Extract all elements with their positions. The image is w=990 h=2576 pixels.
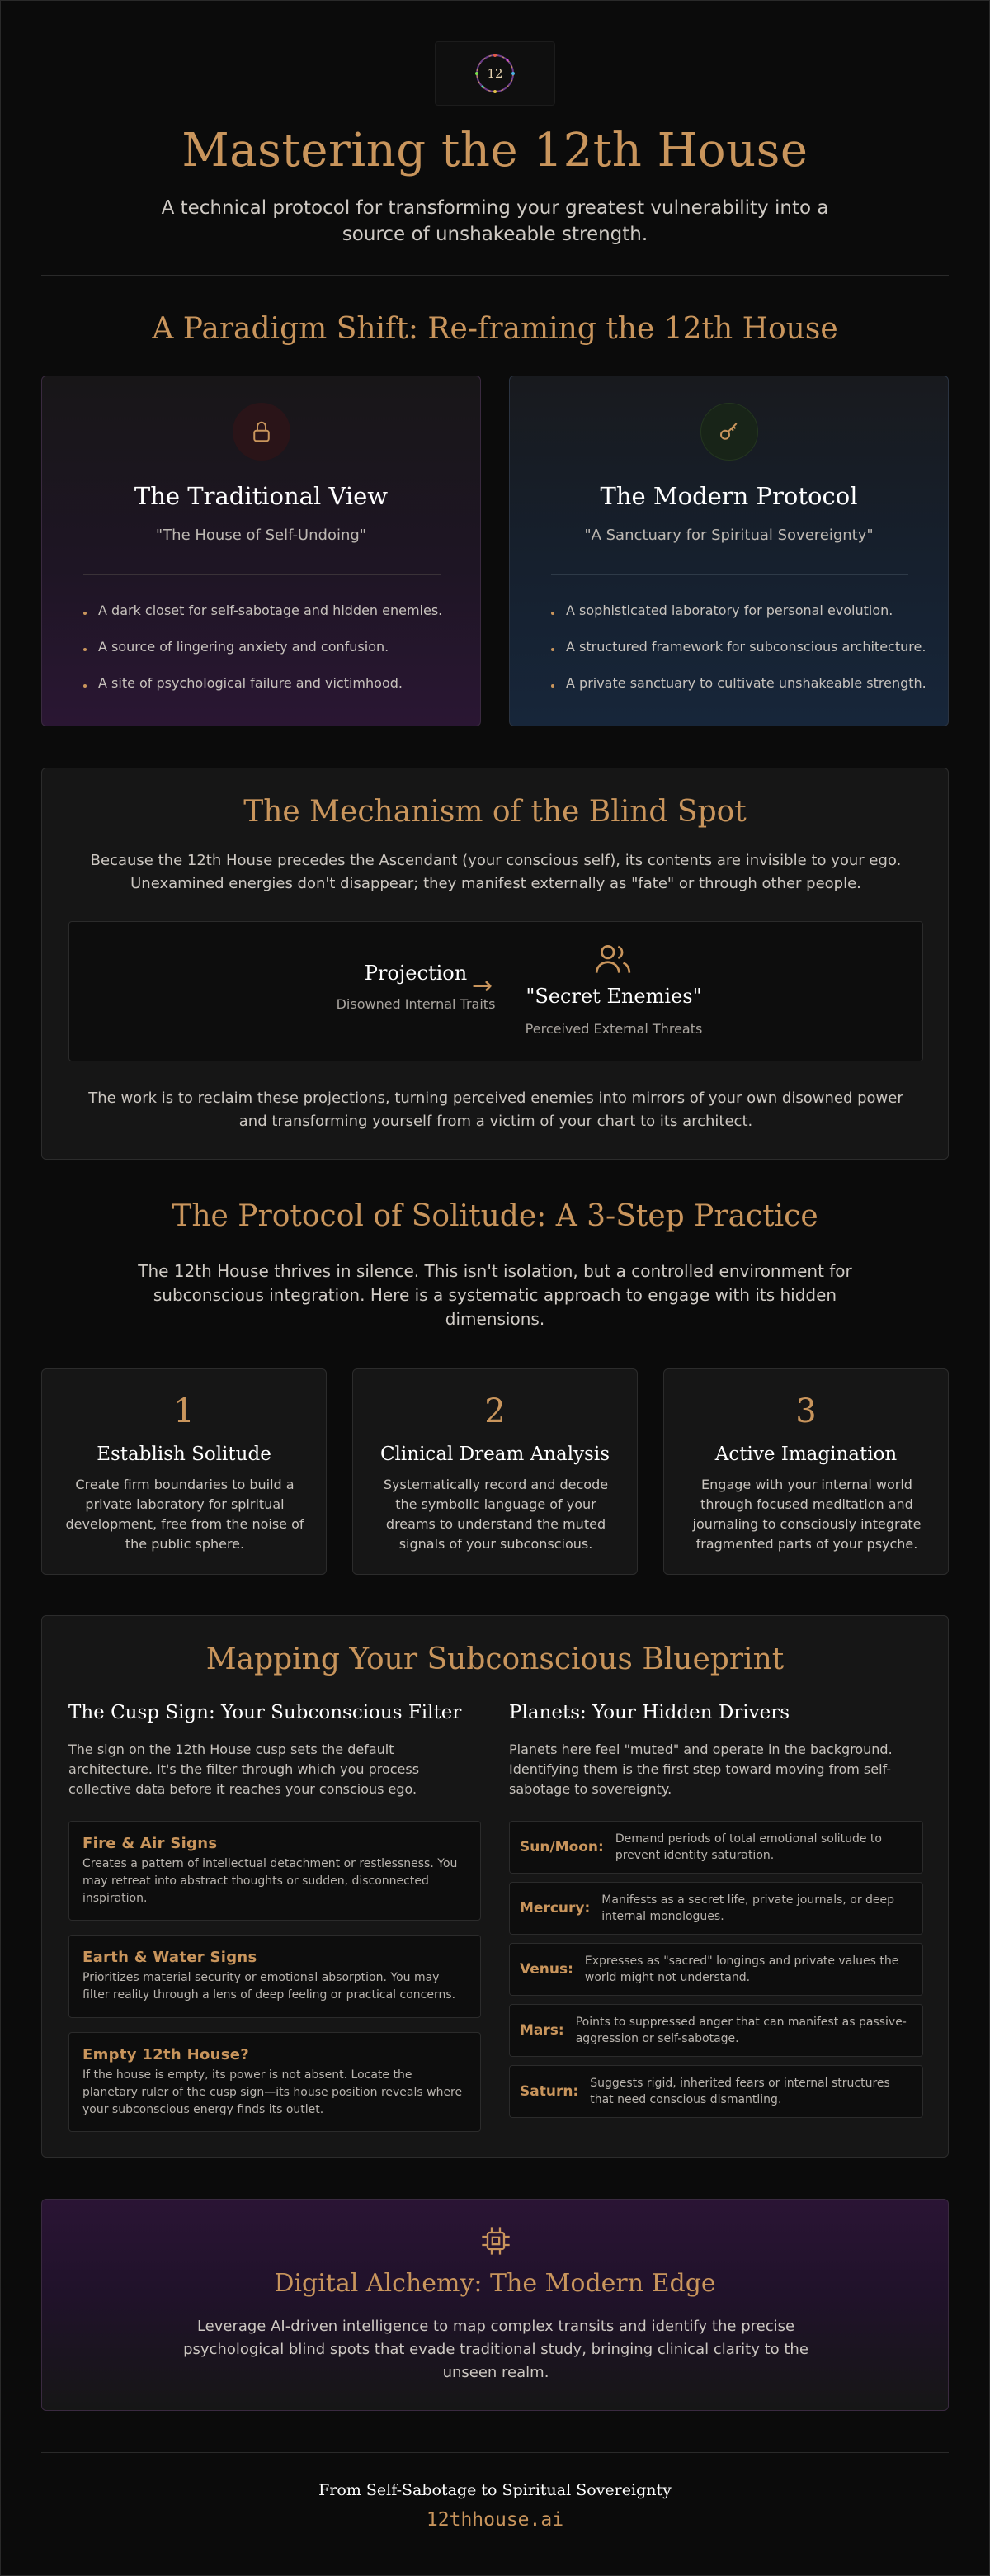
blueprint-title: Mapping Your Subconscious Blueprint	[205, 1642, 785, 1676]
modern-protocol-card	[509, 376, 949, 726]
sign-card	[68, 2032, 481, 2132]
modern-protocol-heading: The Modern Protocol	[600, 482, 858, 510]
digital-alchemy-text: Leverage AI-driven intelligence to map complex transits and identify the precise psychological blind spots that evade traditional study, bringing clinical clarity to the unseen realm.	[183, 2318, 808, 2381]
planet-row	[509, 1882, 923, 1935]
traditional-view-list	[82, 601, 461, 710]
mechanism-title: The Mechanism of the Blind Spot	[243, 795, 747, 829]
planet-row	[509, 1943, 923, 1996]
key-icon	[700, 403, 758, 461]
step-description: Create firm boundaries to build a private laboratory for spiritual development, free from the noise of the public sphere.	[65, 1477, 304, 1552]
secret-enemies-subtitle: Perceived External Threats	[525, 1021, 703, 1037]
list-item: A private sanctuary to cultivate unshakeable strength.	[549, 674, 929, 693]
lock-icon	[233, 403, 290, 461]
planet-row	[509, 2065, 923, 2118]
protocol-intro: The 12th House thrives in silence. This isn't isolation, but a controlled environment for subconscious integration. Here is a systematic approach to engage with its hidden dimensions.	[138, 1261, 852, 1329]
step-card	[352, 1368, 638, 1575]
list-item: A source of lingering anxiety and confusion.	[82, 637, 461, 657]
page-subtitle: A technical protocol for transforming your greatest vulnerability into a source of unshakeable strength.	[161, 197, 829, 245]
sign-text: Prioritizes material security or emotional absorption. You may filter reality through a lens of deep feeling or practical concerns.	[82, 1971, 456, 2002]
card-divider	[551, 574, 908, 575]
step-title: Active Imagination	[714, 1444, 898, 1465]
header-divider	[41, 275, 949, 276]
traditional-view-card	[41, 376, 481, 726]
planet-name: Sun/Moon:	[520, 1839, 604, 1855]
users-icon	[592, 938, 634, 983]
footer-url-link[interactable]: 12thhouse.ai	[426, 2509, 564, 2531]
step-number: 3	[795, 1392, 817, 1430]
list-item: A structured framework for subconscious architecture.	[549, 637, 929, 657]
planet-name: Venus:	[520, 1961, 573, 1978]
page-title: Mastering the 12th House	[182, 124, 808, 177]
planet-text: Manifests as a secret life, private journals, or deep internal monologues.	[601, 1893, 895, 1923]
sign-text: If the house is empty, its power is not absent. Locate the planetary ruler of the cusp sign—its house position reveals where your subconscious energy finds its outlet.	[82, 2068, 463, 2116]
mechanism-section	[41, 768, 949, 1160]
projection-title: Projection	[364, 962, 468, 985]
svg-text:12: 12	[487, 66, 503, 81]
mechanism-closing: The work is to reclaim these projections, turning perceived enemies into mirrors of your own disowned power and transforming yourself from a victim of your chart to its architect.	[88, 1089, 903, 1130]
site-logo[interactable]	[435, 41, 555, 106]
traditional-view-heading: The Traditional View	[134, 482, 389, 510]
blueprint-section	[41, 1615, 949, 2158]
step-description: Engage with your internal world through focused meditation and journaling to consciously integrate fragmented parts of your psyche.	[692, 1477, 922, 1552]
projection-subtitle: Disowned Internal Traits	[336, 996, 496, 1012]
footer-divider	[41, 2452, 949, 2453]
footer-tagline: From Self-Sabotage to Spiritual Sovereignty	[318, 2481, 672, 2499]
step-card	[663, 1368, 949, 1575]
mechanism-intro: Because the 12th House precedes the Ascendant (your conscious self), its contents are invisible to your ego. Unexamined energies don't disappear; they manifest externally as "fate" or through other people.	[90, 852, 902, 892]
sign-title: Empty 12th House?	[82, 2046, 249, 2063]
list-item: A dark closet for self-sabotage and hidden enemies.	[82, 601, 461, 621]
cusp-sign-text: The sign on the 12th House cusp sets the default architecture. It's the filter through which you process collective data before it reaches your conscious ego.	[68, 1742, 420, 1797]
step-title: Clinical Dream Analysis	[380, 1444, 610, 1465]
card-divider	[83, 574, 441, 575]
planet-text: Demand periods of total emotional solitude to prevent identity saturation.	[615, 1832, 882, 1862]
planets-heading: Planets: Your Hidden Drivers	[509, 1702, 790, 1723]
list-item: A sophisticated laboratory for personal evolution.	[549, 601, 929, 621]
planet-text: Suggests rigid, inherited fears or internal structures that need conscious dismantling.	[590, 2077, 890, 2106]
planet-text: Expresses as "sacred" longings and private values the world might not understand.	[584, 1954, 899, 1984]
protocol-section-title: The Protocol of Solitude: A 3-Step Practice	[172, 1199, 818, 1233]
arrow-right-icon: →	[472, 971, 493, 1000]
planet-name: Mars:	[520, 2022, 564, 2039]
list-item: A site of psychological failure and victimhood.	[82, 674, 461, 693]
cusp-sign-heading: The Cusp Sign: Your Subconscious Filter	[68, 1702, 462, 1723]
step-number: 1	[173, 1392, 195, 1430]
projection-diagram	[68, 921, 923, 1061]
traditional-view-quote: "The House of Self-Undoing"	[155, 527, 367, 544]
zodiac-wheel-icon	[470, 49, 520, 98]
digital-alchemy-section	[41, 2199, 949, 2411]
planet-row	[509, 2004, 923, 2057]
sign-title: Fire & Air Signs	[82, 1835, 218, 1852]
sign-card	[68, 1821, 481, 1921]
step-description: Systematically record and decode the symbolic language of your dreams to understand the muted signals of your subconscious.	[383, 1477, 609, 1552]
digital-alchemy-title: Digital Alchemy: The Modern Edge	[274, 2269, 716, 2298]
modern-protocol-quote: "A Sanctuary for Spiritual Sovereignty"	[584, 527, 874, 544]
sign-title: Earth & Water Signs	[82, 1949, 257, 1966]
planet-name: Saturn:	[520, 2083, 579, 2100]
planets-text: Planets here feel "muted" and operate in the background. Identifying them is the first step toward moving from self-sabotage to sovereignty.	[509, 1742, 893, 1797]
chip-icon	[479, 2224, 512, 2261]
sign-text: Creates a pattern of intellectual detachment or restlessness. You may retreat into abstract thoughts or sudden, disconnected inspiration.	[82, 1857, 458, 1905]
planet-name: Mercury:	[520, 1900, 591, 1917]
planet-text: Points to suppressed anger that can manifest as passive-aggression or self-sabotage.	[575, 2016, 907, 2045]
step-number: 2	[484, 1392, 506, 1430]
paradigm-section-title: A Paradigm Shift: Re-framing the 12th House	[152, 312, 838, 346]
modern-protocol-list	[549, 601, 929, 710]
secret-enemies-title: "Secret Enemies"	[526, 985, 702, 1008]
step-title: Establish Solitude	[97, 1444, 271, 1465]
planet-row	[509, 1821, 923, 1874]
sign-card	[68, 1935, 481, 2018]
step-card	[41, 1368, 327, 1575]
